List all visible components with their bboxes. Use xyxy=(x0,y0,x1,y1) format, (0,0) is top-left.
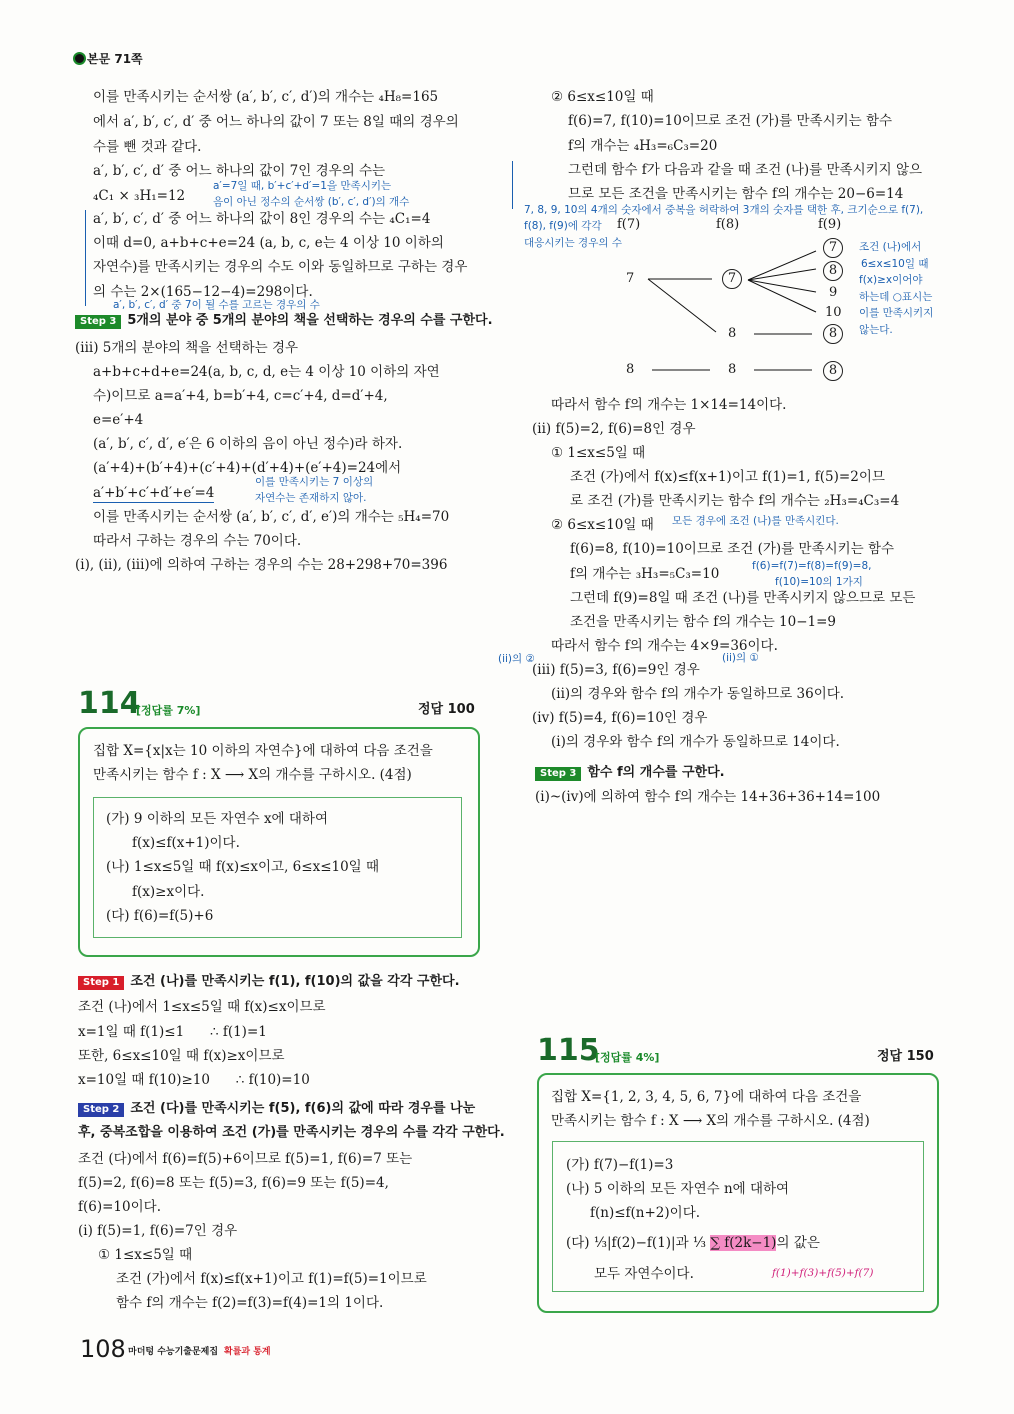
highlighted-sum: ∑ f(2k−1) xyxy=(710,1235,777,1251)
text-line: f(6)=8, f(10)=10이므로 조건 (가)를 만족시키는 함수 xyxy=(570,541,895,557)
text-line: a′, b′, c′, d′ 중 어느 하나의 값이 8인 경우의 수는 ₄C₁=4 xyxy=(93,211,431,227)
correct-rate: [정답률 4%] xyxy=(595,1051,660,1064)
annotation: f(8), f(9)에 각각 xyxy=(524,220,602,232)
text-line: a′, b′, c′, d′ 중 어느 하나의 값이 7인 경우의 수는 xyxy=(93,163,386,179)
condition: f(x)≥x이다. xyxy=(132,884,205,900)
step3-heading xyxy=(535,764,725,782)
tree-node: 10 xyxy=(825,305,842,320)
text-line: (a′, b′, c′, d′, e′은 6 이하의 음이 아닌 정수)라 하자. xyxy=(93,436,403,452)
condition: (가) f(7)−f(1)=3 xyxy=(566,1157,674,1173)
condition: (다) f(6)=f(5)+6 xyxy=(106,908,214,924)
tree-node: 9 xyxy=(829,285,838,300)
text-line: x=1일 때 f(1)≤1 ∴ f(1)=1 xyxy=(78,1024,267,1040)
step-text: 함수 f의 개수를 구한다. xyxy=(587,765,725,780)
annotation: f(10)=10의 1가지 xyxy=(775,576,863,588)
question-line: 집합 X={1, 2, 3, 4, 5, 6, 7}에 대하여 다음 조건을 xyxy=(551,1089,862,1105)
text-line: f(6)=10이다. xyxy=(78,1199,161,1215)
annotation: 이를 만족시키는 7 이상의 xyxy=(255,476,374,488)
text-line: 에서 a′, b′, c′, d′ 중 어느 하나의 값이 7 또는 8일 때의 경우의 xyxy=(93,114,459,130)
annotation: 음이 아닌 정수의 순서쌍 (b′, c′, d′)의 개수 xyxy=(213,196,410,208)
text-line: 수)이므로 a=a′+4, b=b′+4, c=c′+4, d=d′+4, xyxy=(93,388,388,404)
text-line: (ii)의 경우와 함수 f의 개수가 동일하므로 36이다. xyxy=(551,686,845,702)
text-line: f(5)=2, f(6)=8 또는 f(5)=3, f(6)=9 또는 f(5)=4, xyxy=(78,1175,389,1191)
annotation: 자연수는 존재하지 않아. xyxy=(255,492,367,504)
subject: 확률과 통계 xyxy=(224,1347,271,1357)
text-line: x=10일 때 f(10)≥10 ∴ f(10)=10 xyxy=(78,1072,310,1088)
text-line: 그런데 함수 f가 다음과 같을 때 조건 (나)를 만족시키지 않으 xyxy=(568,162,923,178)
correct-rate: [정답률 7%] xyxy=(136,704,201,717)
condition: f(n)≤f(n+2)이다. xyxy=(590,1205,701,1221)
page-number: 108 xyxy=(80,1335,126,1363)
tree-node: 8 xyxy=(626,362,635,377)
step-badge: Step 1 xyxy=(78,976,124,990)
question-line: 만족시키는 함수 f : X ⟶ X의 개수를 구하시오. (4점) xyxy=(93,767,412,783)
tree-node: 7 xyxy=(626,271,635,286)
step-text: 후, 중복조합을 이용하여 조건 (가)를 만족시키는 경우의 수를 각각 구한다. xyxy=(78,1125,505,1140)
annotation: 6≤x≤10일 때 xyxy=(861,258,929,270)
tree-header: f(9) xyxy=(818,217,842,232)
step-text: 조건 (나)를 만족시키는 f(1), f(10)의 값을 각각 구한다. xyxy=(130,974,460,989)
question-line: 만족시키는 함수 f : X ⟶ X의 개수를 구하시오. (4점) xyxy=(551,1113,870,1129)
step-text: 조건 (다)를 만족시키는 f(5), f(6)의 값에 따라 경우를 나눈 xyxy=(130,1101,476,1116)
text-line: (i)의 경우와 함수 f의 개수가 동일하므로 14이다. xyxy=(551,734,840,750)
text-line: 조건 (다)에서 f(6)=f(5)+6이므로 f(5)=1, f(6)=7 또는 xyxy=(78,1151,413,1167)
annotation: f(6)=f(7)=f(8)=f(9)=8, xyxy=(752,560,872,572)
text-line: (a′+4)+(b′+4)+(c′+4)+(d′+4)+(e′+4)=24에서 xyxy=(93,460,402,476)
text-line: 이를 만족시키는 순서쌍 (a′, b′, c′, d′)의 개수는 ₄H₈=165 xyxy=(93,89,439,105)
text-line: a+b+c+d+e=24(a, b, c, d, e는 4 이상 10 이하의 자연 xyxy=(93,364,440,380)
condition-text: (다) ⅓|f(2)−f(1)|과 ⅓ xyxy=(566,1235,707,1251)
text-line: ₄C₁ × ₃H₁=12 xyxy=(93,188,186,204)
text-line: 함수 f의 개수는 f(2)=f(3)=f(4)=1의 1이다. xyxy=(116,1295,384,1311)
question-line: 집합 X={x|x는 10 이하의 자연수}에 대하여 다음 조건을 xyxy=(93,743,433,759)
condition: 모두 자연수이다. xyxy=(594,1266,694,1282)
text-line: 의 수는 2×(165−12−4)=298이다. xyxy=(93,284,313,300)
tree-node-circled: 7 xyxy=(823,238,843,258)
text-line: ① 1≤x≤5일 때 xyxy=(551,445,646,461)
text-line: 조건 (가)에서 f(x)≤f(x+1)이고 f(1)=1, f(5)=2이므 xyxy=(570,469,885,485)
step-badge: Step 3 xyxy=(535,767,581,781)
tree-node-circled: 7 xyxy=(722,269,742,289)
annotation: 않는다. xyxy=(859,324,893,336)
text-line: 따라서 함수 f의 개수는 1×14=14이다. xyxy=(551,397,787,413)
text-line: f의 개수는 ₄H₃=₆C₃=20 xyxy=(568,138,718,154)
text-line: 그런데 f(9)=8일 때 조건 (나)를 만족시키지 않으므로 모든 xyxy=(570,590,916,606)
tree-node-circled: 8 xyxy=(823,324,843,344)
text-line: (i) f(5)=1, f(6)=7인 경우 xyxy=(78,1223,238,1239)
source-label: 본문 71쪽 xyxy=(87,52,143,66)
text-line: 이때 d=0, a+b+c+e=24 (a, b, c, e는 4 이상 10 이하의 xyxy=(93,235,444,251)
text-line: f의 개수는 ₃H₃=₅C₃=10 xyxy=(570,566,720,582)
annotation: f(1)+f(3)+f(5)+f(7) xyxy=(772,1267,874,1279)
problem-number: 115 xyxy=(537,1033,600,1068)
annotation: 이를 만족시키지 xyxy=(859,307,934,319)
text-line: (i), (ii), (iii)에 의하여 구하는 경우의 수는 28+298+70=396 xyxy=(75,557,448,573)
text-line: e=e′+4 xyxy=(93,412,144,428)
step-text: 5개의 분야 중 5개의 분야의 책을 선택하는 경우의 수를 구한다. xyxy=(127,313,493,328)
text-line: 수를 뺀 것과 같다. xyxy=(93,139,202,155)
condition: (나) 1≤x≤5일 때 f(x)≤x이고, 6≤x≤10일 때 xyxy=(106,859,380,875)
tree-node: 8 xyxy=(728,326,737,341)
condition: (나) 5 이하의 모든 자연수 n에 대하여 xyxy=(566,1181,790,1197)
text-line: 조건 (가)에서 f(x)≤f(x+1)이고 f(1)=f(5)=1이므로 xyxy=(116,1271,427,1287)
text-line: ② 6≤x≤10일 때 xyxy=(551,517,654,533)
text-line: 로 조건 (가)를 만족시키는 함수 f의 개수는 ₂H₃=₄C₃=4 xyxy=(570,493,900,509)
text-line: a′+b′+c′+d′+e′=4 xyxy=(93,485,215,501)
step-badge: Step 3 xyxy=(75,315,121,329)
book-title: 마더텅 수능기출문제집 xyxy=(128,1347,219,1357)
tree-node-circled: 8 xyxy=(823,361,843,381)
annotation: 모든 경우에 조건 (나)를 만족시킨다. xyxy=(672,515,839,527)
text-line: (ii) f(5)=2, f(6)=8인 경우 xyxy=(532,421,696,437)
text-line: 조건을 만족시키는 함수 f의 개수는 10−1=9 xyxy=(570,614,837,630)
text-line: 자연수)를 만족시키는 경우의 수도 이와 동일하므로 구하는 경우 xyxy=(93,259,468,275)
annotation: 조건 (나)에서 xyxy=(859,241,922,253)
text-line: (iii) 5개의 분야의 책을 선택하는 경우 xyxy=(75,340,299,356)
tree-lines xyxy=(0,0,1014,400)
tree-node: 8 xyxy=(728,362,737,377)
text-line: 따라서 함수 f의 개수는 4×9=36이다. xyxy=(551,638,778,654)
tree-header: f(7) xyxy=(617,217,641,232)
condition-text: 의 값은 xyxy=(776,1235,820,1251)
text-line: 따라서 구하는 경우의 수는 70이다. xyxy=(93,533,302,549)
text-line: (iv) f(5)=4, f(6)=10인 경우 xyxy=(532,710,708,726)
step2-heading xyxy=(78,1100,475,1118)
text-line: f(6)=7, f(10)=10이므로 조건 (가)를 만족시키는 함수 xyxy=(568,113,893,129)
answer: 정답 150 xyxy=(877,1049,934,1064)
text-line: (iii) f(5)=3, f(6)=9인 경우 xyxy=(532,662,700,678)
text-line: 조건 (나)에서 1≤x≤5일 때 f(x)≤x이므로 xyxy=(78,999,326,1015)
text-line: 또한, 6≤x≤10일 때 f(x)≥x이므로 xyxy=(78,1048,285,1064)
text-line: ① 1≤x≤5일 때 xyxy=(98,1247,193,1263)
final-answer-line: (i)~(iv)에 의하여 함수 f의 개수는 14+36+36+14=100 xyxy=(535,789,881,805)
annotation: 대응시키는 경우의 수 xyxy=(524,237,622,249)
condition: f(x)≤f(x+1)이다. xyxy=(132,835,240,851)
answer: 정답 100 xyxy=(418,702,475,717)
condition xyxy=(566,1234,820,1252)
condition: (가) 9 이하의 모든 자연수 x에 대하여 xyxy=(106,811,329,827)
step1-heading xyxy=(78,973,460,991)
text-line: 므로 모든 조건을 만족시키는 함수 f의 개수는 20−6=14 xyxy=(568,186,904,202)
tree-header: f(8) xyxy=(716,217,740,232)
annotation: (ii)의 ② xyxy=(498,653,535,665)
annotation: f(x)≥x이어야 xyxy=(859,274,923,286)
annotation: (ii)의 ① xyxy=(722,652,759,664)
step-badge: Step 2 xyxy=(78,1103,124,1117)
tree-node-circled: 8 xyxy=(823,261,843,281)
text-line: ② 6≤x≤10일 때 xyxy=(551,89,654,105)
annotation: a′, b′, c′, d′ 중 7이 될 수를 고르는 경우의 수 xyxy=(113,299,320,311)
annotation: 하는데 ○표시는 xyxy=(859,291,933,303)
text-line: 이를 만족시키는 순서쌍 (a′, b′, c′, d′, e′)의 개수는 ₅H₄=70 xyxy=(93,509,450,525)
problem-number: 114 xyxy=(78,686,141,721)
annotation: 7, 8, 9, 10의 4개의 숫자에서 중복을 허락하여 3개의 숫자를 택한 후, 크기순으로 f(7), xyxy=(524,204,924,216)
annotation: a′=7일 때, b′+c′+d′=1을 만족시키는 xyxy=(213,180,392,192)
